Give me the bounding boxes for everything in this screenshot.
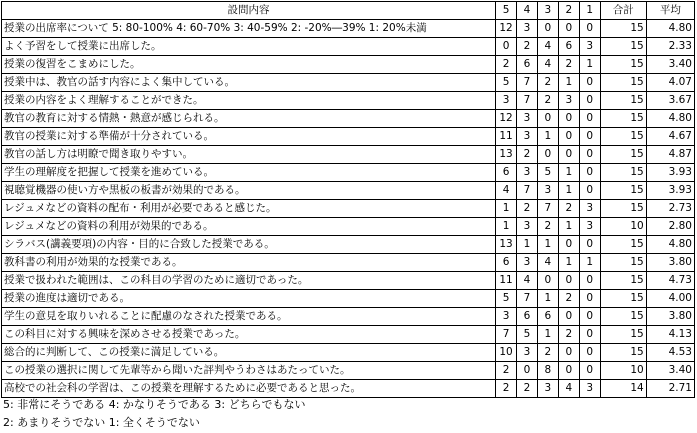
cell-score-4: 3 (517, 254, 538, 272)
table-row (2, 272, 695, 290)
header-question: 設問内容 (2, 2, 496, 20)
cell-score-1: 0 (579, 20, 600, 38)
cell-score-4: 3 (517, 110, 538, 128)
cell-total: 15 (600, 272, 646, 290)
cell-total: 15 (600, 254, 646, 272)
cell-score-3: 0 (537, 110, 558, 128)
cell-score-2: 6 (558, 38, 579, 56)
cell-average: 4.67 (646, 128, 694, 146)
cell-score-3: 4 (537, 38, 558, 56)
cell-average: 3.80 (646, 308, 694, 326)
cell-question: 授業の出席率について 5: 80-100% 4: 60-70% 3: 40-59% 2: -20%―39% 1: 20%未満 (2, 20, 496, 38)
cell-average: 4.80 (646, 110, 694, 128)
header-average: 平均 (646, 2, 694, 20)
cell-average: 2.71 (646, 380, 694, 398)
cell-score-2: 0 (558, 128, 579, 146)
cell-average: 4.00 (646, 290, 694, 308)
table-row (2, 380, 695, 398)
cell-score-3: 3 (537, 182, 558, 200)
cell-score-5: 11 (496, 128, 517, 146)
cell-average: 4.53 (646, 344, 694, 362)
cell-score-4: 3 (517, 128, 538, 146)
cell-question: この授業の選択に関して先輩等から聞いた評判やうわさはあたっていた。 (2, 362, 496, 380)
cell-question: 授業の復習をこまめにした。 (2, 56, 496, 74)
table-row (2, 326, 695, 344)
cell-total: 15 (600, 74, 646, 92)
cell-average: 3.80 (646, 254, 694, 272)
cell-score-1: 0 (579, 272, 600, 290)
cell-average: 2.80 (646, 218, 694, 236)
table-row (2, 290, 695, 308)
cell-score-2: 1 (558, 164, 579, 182)
cell-score-3: 4 (537, 56, 558, 74)
cell-average: 4.80 (646, 20, 694, 38)
cell-average: 4.13 (646, 326, 694, 344)
table-row (2, 218, 695, 236)
cell-average: 3.93 (646, 164, 694, 182)
cell-total: 15 (600, 38, 646, 56)
cell-score-3: 0 (537, 20, 558, 38)
cell-score-5: 5 (496, 290, 517, 308)
cell-score-2: 2 (558, 290, 579, 308)
cell-score-2: 0 (558, 146, 579, 164)
cell-score-2: 2 (558, 56, 579, 74)
cell-total: 15 (600, 326, 646, 344)
cell-average: 3.40 (646, 56, 694, 74)
cell-score-5: 2 (496, 362, 517, 380)
cell-score-3: 1 (537, 290, 558, 308)
cell-score-1: 3 (579, 218, 600, 236)
cell-question: 学生の意見を取りいれることに配慮のなされた授業である。 (2, 308, 496, 326)
cell-score-2: 0 (558, 362, 579, 380)
table-row (2, 164, 695, 182)
cell-question: 総合的に判断して、この授業に満足している。 (2, 344, 496, 362)
cell-score-3: 1 (537, 326, 558, 344)
cell-average: 3.67 (646, 92, 694, 110)
cell-score-3: 8 (537, 362, 558, 380)
cell-score-1: 1 (579, 254, 600, 272)
header-row (2, 2, 695, 20)
cell-average: 4.87 (646, 146, 694, 164)
cell-score-1: 0 (579, 182, 600, 200)
cell-score-5: 2 (496, 380, 517, 398)
table-row (2, 254, 695, 272)
table-row (2, 128, 695, 146)
cell-score-4: 3 (517, 344, 538, 362)
cell-score-1: 0 (579, 110, 600, 128)
cell-score-4: 1 (517, 236, 538, 254)
cell-average: 4.80 (646, 236, 694, 254)
cell-score-1: 0 (579, 344, 600, 362)
cell-score-2: 4 (558, 380, 579, 398)
cell-score-3: 4 (537, 254, 558, 272)
table-row (2, 182, 695, 200)
cell-score-4: 6 (517, 56, 538, 74)
cell-score-5: 3 (496, 92, 517, 110)
cell-score-5: 1 (496, 200, 517, 218)
cell-score-2: 0 (558, 344, 579, 362)
table-row (2, 344, 695, 362)
cell-score-1: 0 (579, 74, 600, 92)
cell-total: 15 (600, 56, 646, 74)
cell-score-4: 7 (517, 92, 538, 110)
cell-score-3: 0 (537, 272, 558, 290)
table-row (2, 110, 695, 128)
cell-score-5: 0 (496, 38, 517, 56)
cell-average: 4.07 (646, 74, 694, 92)
cell-score-2: 1 (558, 182, 579, 200)
cell-score-3: 2 (537, 92, 558, 110)
cell-score-3: 5 (537, 164, 558, 182)
cell-score-5: 5 (496, 74, 517, 92)
survey-results-table (1, 1, 695, 398)
cell-score-1: 1 (579, 56, 600, 74)
cell-total: 15 (600, 110, 646, 128)
cell-question: よく予習をして授業に出席した。 (2, 38, 496, 56)
cell-question: 授業の内容をよく理解することができた。 (2, 92, 496, 110)
cell-score-5: 4 (496, 182, 517, 200)
cell-question: 授業の進度は適切である。 (2, 290, 496, 308)
cell-score-4: 2 (517, 146, 538, 164)
cell-question: レジュメなどの資料の配布・利用が必要であると感じた。 (2, 200, 496, 218)
cell-score-3: 6 (537, 308, 558, 326)
header-score-2: 2 (558, 2, 579, 20)
cell-score-1: 0 (579, 362, 600, 380)
cell-score-1: 0 (579, 164, 600, 182)
cell-score-2: 1 (558, 74, 579, 92)
cell-score-1: 0 (579, 326, 600, 344)
cell-question: 教科書の利用が効果的な授業である。 (2, 254, 496, 272)
cell-question: レジュメなどの資料の利用が効果的である。 (2, 218, 496, 236)
cell-score-4: 0 (517, 362, 538, 380)
cell-score-5: 13 (496, 146, 517, 164)
table-row (2, 56, 695, 74)
cell-question: 教官の教育に対する情熱・熱意が感じられる。 (2, 110, 496, 128)
cell-score-4: 2 (517, 380, 538, 398)
cell-score-3: 2 (537, 344, 558, 362)
table-row (2, 200, 695, 218)
header-score-4: 4 (517, 2, 538, 20)
cell-total: 15 (600, 344, 646, 362)
cell-question: 高校での社会科の学習は、この授業を理解するために必要であると思った。 (2, 380, 496, 398)
cell-score-1: 3 (579, 200, 600, 218)
cell-score-1: 0 (579, 128, 600, 146)
cell-score-1: 0 (579, 92, 600, 110)
cell-score-5: 13 (496, 236, 517, 254)
cell-score-2: 0 (558, 20, 579, 38)
cell-score-5: 6 (496, 254, 517, 272)
cell-score-5: 12 (496, 110, 517, 128)
table-row (2, 236, 695, 254)
cell-average: 3.40 (646, 362, 694, 380)
cell-question: 教官の授業に対する準備が十分されている。 (2, 128, 496, 146)
cell-score-4: 6 (517, 308, 538, 326)
table-body (2, 20, 695, 398)
cell-score-4: 2 (517, 200, 538, 218)
cell-question: この科目に対する興味を深めさせる授業であった。 (2, 326, 496, 344)
cell-score-3: 1 (537, 236, 558, 254)
cell-score-1: 3 (579, 380, 600, 398)
cell-score-4: 3 (517, 20, 538, 38)
cell-total: 10 (600, 362, 646, 380)
cell-score-4: 7 (517, 290, 538, 308)
cell-score-2: 1 (558, 218, 579, 236)
cell-score-5: 10 (496, 344, 517, 362)
cell-total: 15 (600, 164, 646, 182)
cell-total: 10 (600, 218, 646, 236)
cell-score-4: 3 (517, 164, 538, 182)
legend-line-1: 5: 非常にそうである 4: かなりそうである 3: どちらでもない (3, 398, 306, 411)
table-row (2, 92, 695, 110)
cell-score-1: 0 (579, 308, 600, 326)
cell-average: 2.33 (646, 38, 694, 56)
cell-question: 授業中は、教官の話す内容によく集中している。 (2, 74, 496, 92)
cell-average: 2.73 (646, 200, 694, 218)
cell-score-1: 0 (579, 236, 600, 254)
cell-question: 学生の理解度を把握して授業を進めている。 (2, 164, 496, 182)
cell-total: 14 (600, 380, 646, 398)
cell-score-5: 3 (496, 308, 517, 326)
cell-total: 15 (600, 146, 646, 164)
cell-score-2: 0 (558, 236, 579, 254)
cell-score-2: 2 (558, 326, 579, 344)
cell-score-1: 0 (579, 290, 600, 308)
cell-score-1: 0 (579, 146, 600, 164)
cell-score-3: 1 (537, 128, 558, 146)
cell-score-1: 3 (579, 38, 600, 56)
cell-average: 4.73 (646, 272, 694, 290)
cell-total: 15 (600, 20, 646, 38)
cell-score-2: 2 (558, 200, 579, 218)
cell-score-4: 7 (517, 182, 538, 200)
cell-score-2: 0 (558, 110, 579, 128)
cell-total: 15 (600, 308, 646, 326)
cell-score-2: 0 (558, 308, 579, 326)
cell-total: 15 (600, 200, 646, 218)
cell-score-5: 2 (496, 56, 517, 74)
legend-line-2: 2: あまりそうでない 1: 全くそうでない (3, 416, 200, 429)
table-row (2, 362, 695, 380)
cell-question: 教官の話し方は明瞭で聞き取りやすい。 (2, 146, 496, 164)
cell-score-2: 3 (558, 92, 579, 110)
cell-total: 15 (600, 236, 646, 254)
table-row (2, 74, 695, 92)
header-score-3: 3 (537, 2, 558, 20)
table-row (2, 308, 695, 326)
table-row (2, 38, 695, 56)
cell-total: 15 (600, 182, 646, 200)
cell-score-4: 4 (517, 272, 538, 290)
header-score-1: 1 (579, 2, 600, 20)
cell-total: 15 (600, 290, 646, 308)
table-row (2, 20, 695, 38)
cell-score-5: 6 (496, 164, 517, 182)
cell-score-4: 2 (517, 38, 538, 56)
header-total: 合計 (600, 2, 646, 20)
table-row (2, 146, 695, 164)
cell-question: 授業で扱われた範囲は、この科目の学習のために適切であった。 (2, 272, 496, 290)
cell-score-2: 0 (558, 272, 579, 290)
cell-score-5: 1 (496, 218, 517, 236)
cell-score-3: 2 (537, 74, 558, 92)
cell-average: 3.93 (646, 182, 694, 200)
cell-score-4: 5 (517, 326, 538, 344)
cell-question: シラバス(講義要項)の内容・目的に合致した授業である。 (2, 236, 496, 254)
cell-total: 15 (600, 128, 646, 146)
cell-score-4: 7 (517, 74, 538, 92)
cell-score-5: 7 (496, 326, 517, 344)
cell-score-5: 12 (496, 20, 517, 38)
cell-score-3: 0 (537, 146, 558, 164)
cell-score-3: 7 (537, 200, 558, 218)
cell-score-3: 2 (537, 218, 558, 236)
cell-score-3: 3 (537, 380, 558, 398)
cell-score-4: 3 (517, 218, 538, 236)
cell-question: 視聴覚機器の使い方や黒板の板書が効果的である。 (2, 182, 496, 200)
cell-score-5: 11 (496, 272, 517, 290)
header-score-5: 5 (496, 2, 517, 20)
cell-total: 15 (600, 92, 646, 110)
cell-score-2: 1 (558, 254, 579, 272)
